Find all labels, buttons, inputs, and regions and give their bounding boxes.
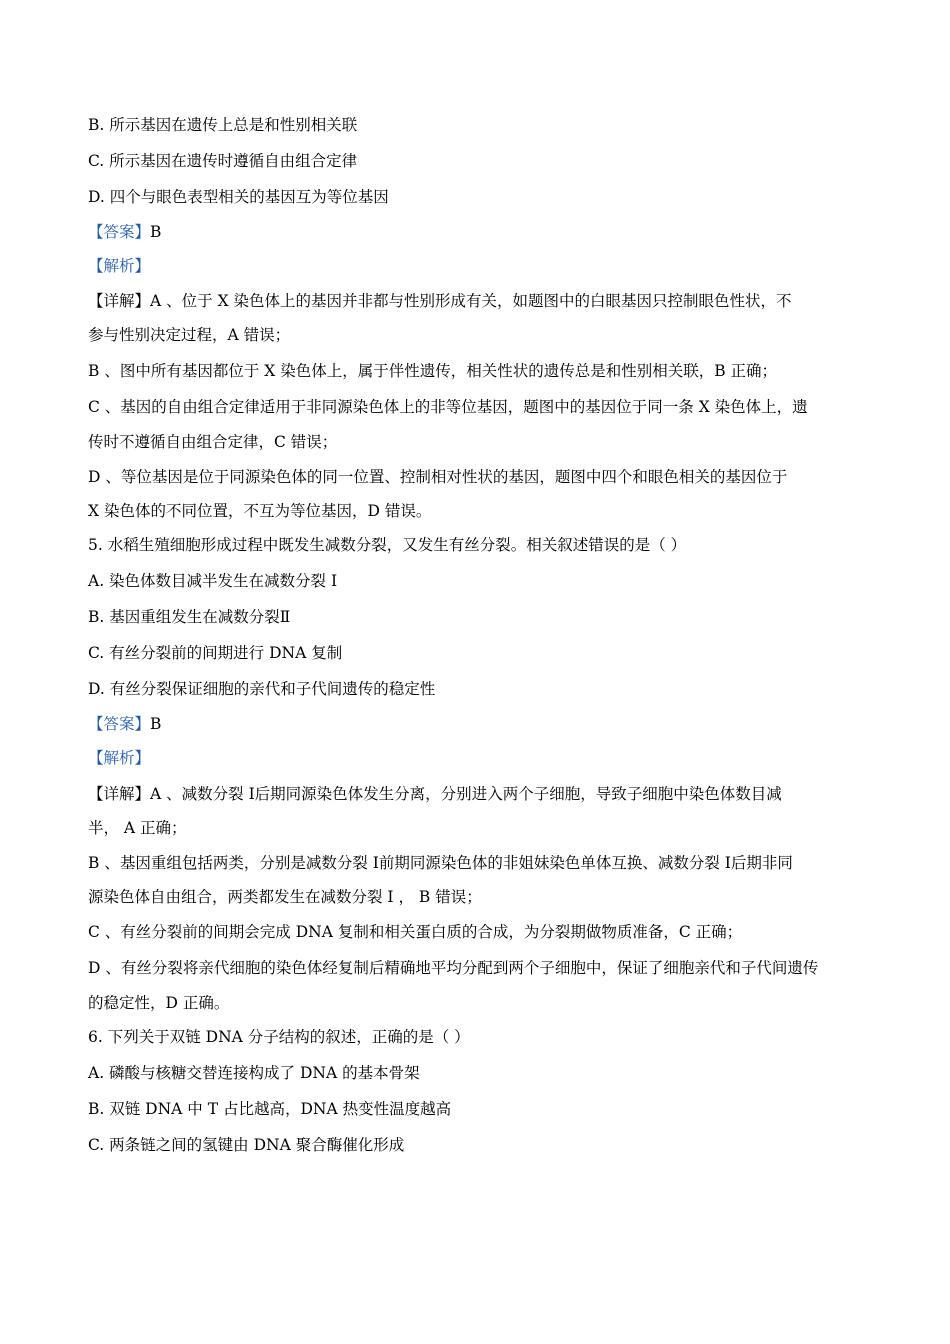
detail-q4-b: B 、图中所有基因都位于 X 染色体上，属于伴性遗传，相关性状的遗传总是和性别相关联，B 正确；	[88, 362, 778, 380]
question-6: 6. 下列关于双链 DNA 分子结构的叙述，正确的是（ ）	[88, 1028, 470, 1046]
detail-q4-a: 【详解】A 、位于 X 染色体上的基因并非都与性别形成有关，如题图中的白眼基因只控制眼色性状，不	[88, 292, 792, 310]
option-b-q5: B. 基因重组发生在减数分裂Ⅱ	[88, 608, 291, 626]
analysis-tag: 【解析】	[88, 749, 151, 767]
detail-q5-d: D 、有丝分裂将亲代细胞的染色体经复制后精确地平均分配到两个子细胞中，保证了细胞亲代和子代间遗传	[88, 959, 819, 977]
answer-q4: 【答案】B	[88, 223, 162, 241]
analysis-heading-q4	[88, 256, 878, 276]
answer-q5: 【答案】B	[88, 715, 162, 733]
option-d-q5: D. 有丝分裂保证细胞的亲代和子代间遗传的稳定性	[88, 680, 436, 698]
option-a-q6: A. 磷酸与核糖交替连接构成了 DNA 的基本骨架	[88, 1064, 420, 1082]
option-b-q6: B. 双链 DNA 中 T 占比越高，DNA 热变性温度越高	[88, 1100, 452, 1118]
detail-tag: 【详解】	[88, 785, 151, 803]
detail-q4-a-cont: 参与性别决定过程，A 错误；	[88, 326, 291, 344]
analysis-tag: 【解析】	[88, 257, 151, 275]
detail-q5-d-cont: 的稳定性，D 正确。	[88, 994, 230, 1012]
option-c-q5: C. 有丝分裂前的间期进行 DNA 复制	[88, 644, 343, 662]
detail-tag: 【详解】	[88, 292, 151, 310]
detail-q4-c: C 、基因的自由组合定律适用于非同源染色体上的非等位基因，题图中的基因位于同一条 X 染色体上，遗	[88, 398, 808, 416]
detail-q4-d: D 、等位基因是位于同源染色体的同一位置、控制相对性状的基因，题图中四个和眼色相关的基因位于	[88, 468, 788, 486]
answer-tag: 【答案】	[88, 223, 151, 241]
detail-q5-b: B 、基因重组包括两类，分别是减数分裂 Ⅰ前期同源染色体的非姐妹染色单体互换、减数分裂 Ⅰ后期非同	[88, 854, 793, 872]
option-c-q6: C. 两条链之间的氢键由 DNA 聚合酶催化形成	[88, 1136, 405, 1154]
option-d-q4: D. 四个与眼色表型相关的基因互为等位基因	[88, 188, 389, 206]
option-b-q4: B. 所示基因在遗传上总是和性别相关联	[88, 116, 358, 134]
detail-q5-b-cont: 源染色体自由组合，两类都发生在减数分裂 Ⅰ ， B 错误；	[88, 888, 482, 906]
option-c-q4: C. 所示基因在遗传时遵循自由组合定律	[88, 152, 358, 170]
detail-q5-a: 【详解】A 、减数分裂 Ⅰ后期同源染色体发生分离，分别进入两个子细胞，导致子细胞中染色体数目减	[88, 785, 782, 803]
detail-q5-c: C 、有丝分裂前的间期会完成 DNA 复制和相关蛋白质的合成，为分裂期做物质准备，C 正确；	[88, 923, 743, 941]
detail-q5-a-cont: 半， A 正确；	[88, 819, 187, 837]
detail-q4-d-cont: X 染色体的不同位置，不互为等位基因，D 错误。	[88, 502, 432, 520]
question-5: 5. 水稻生殖细胞形成过程中既发生减数分裂，又发生有丝分裂。相关叙述错误的是（ ）	[88, 536, 687, 554]
detail-q4-c-cont: 传时不遵循自由组合定律，C 错误；	[88, 433, 338, 451]
option-a-q5: A. 染色体数目减半发生在减数分裂 Ⅰ	[88, 572, 338, 590]
answer-tag: 【答案】	[88, 715, 151, 733]
analysis-heading-q5	[88, 748, 878, 768]
